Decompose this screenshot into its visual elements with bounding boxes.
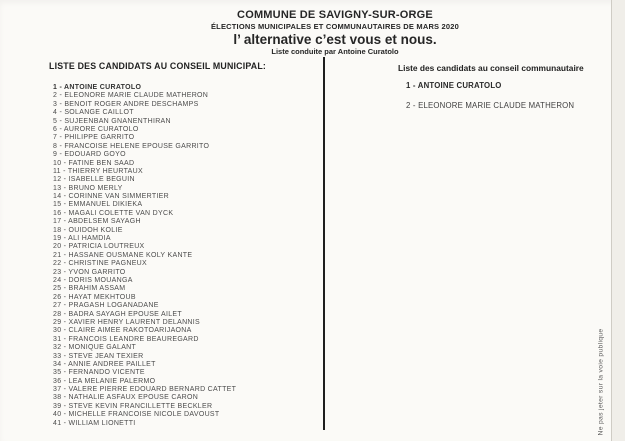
candidate-row: 1 - ANTOINE CURATOLO (53, 84, 142, 91)
candidate-row: 10 - FATINE BEN SAAD (53, 159, 135, 167)
candidate-row: 16 - MAGALI COLETTE VAN DYCK (53, 209, 174, 217)
candidate-row: 20 - PATRICIA LOUTREUX (53, 243, 145, 251)
candidate-row: 11 - THIERRY HEURTAUX (53, 167, 143, 175)
scan-page-edge (611, 0, 625, 441)
candidate-row: 40 - MICHELLE FRANCOISE NICOLE DAVOUST (53, 411, 220, 419)
communautaire-candidate-list (398, 76, 608, 116)
candidate-row: 34 - ANNIE ANDREE PAILLET (53, 360, 156, 368)
candidate-row: 9 - EDOUARD GOYO (53, 151, 126, 159)
document-header (40, 9, 625, 56)
candidate-row: 3 - BENOIT ROGER ANDRE DESCHAMPS (53, 100, 199, 108)
list-leader-line: Liste conduite par Antoine Curatolo (271, 47, 399, 56)
candidate-row: 2 - ELEONORE MARIE CLAUDE MATHERON (406, 101, 575, 110)
candidate-row: 23 - YVON GARRITO (53, 268, 126, 276)
candidate-row: 32 - MONIQUE GALANT (53, 344, 137, 352)
candidate-row: 18 - OUIDOH KOLIE (53, 226, 123, 234)
candidate-row: 12 - ISABELLE BEGUIN (53, 176, 135, 184)
candidate-row: 17 - ABDELSEM SAYAGH (53, 218, 141, 226)
candidate-row: 4 - SOLANGE CAILLOT (53, 109, 134, 117)
candidate-row: 5 - SUJEENBAN GNANENTHIRAN (53, 117, 171, 125)
candidate-row: 29 - XAVIER HENRY LAURENT DELANNIS (53, 318, 201, 326)
candidate-row: 7 - PHILIPPE GARRITO (53, 134, 135, 142)
candidate-row: 15 - EMMANUEL DIKIEKA (53, 201, 143, 209)
candidate-row: 39 - STEVE KEVIN FRANCILLETTE BECKLER (53, 402, 213, 410)
candidate-row: 30 - CLAIRE AIMEE RAKOTOARIJAONA (53, 327, 192, 335)
candidate-row: 31 - FRANCOIS LEANDRE BEAUREGARD (53, 335, 199, 343)
candidate-row: 25 - BRAHIM ASSAM (53, 285, 126, 293)
column-divider (323, 57, 325, 430)
candidate-row: 22 - CHRISTINE PAGNEUX (53, 260, 147, 268)
legal-notice-vertical: Ne pas jeter sur la voie publique (597, 328, 605, 436)
candidate-row: 24 - DORIS MOUANGA (53, 276, 133, 284)
candidate-row: 37 - VALERE PIERRE EDOUARD BERNARD CATTET (53, 386, 237, 394)
candidate-row: 6 - AURORE CURATOLO (53, 125, 139, 133)
municipal-candidate-list (49, 84, 321, 428)
candidate-row: 2 - ELEONORE MARIE CLAUDE MATHERON (53, 92, 209, 100)
municipal-column (49, 61, 321, 428)
candidate-row: 13 - BRUNO MERLY (53, 184, 123, 192)
candidate-row: 38 - NATHALIE ASFAUX EPOUSE CARON (53, 394, 199, 402)
communautaire-column (398, 63, 608, 116)
list-slogan: l’ alternative c’est vous et nous. (233, 32, 437, 47)
candidate-row: 1 - ANTOINE CURATOLO (406, 81, 502, 90)
candidate-row: 8 - FRANCOISE HELENE EPOUSE GARRITO (53, 142, 210, 150)
candidate-row: 36 - LEA MELANIE PALERMO (53, 377, 156, 385)
candidate-row: 19 - ALI HAMDIA (53, 235, 111, 243)
candidate-row: 27 - PRAGASH LOGANADANE (53, 302, 159, 310)
election-subtitle: ÉLECTIONS MUNICIPALES ET COMMUNAUTAIRES DE MARS 2020 (210, 22, 460, 31)
candidate-row: 28 - BADRA SAYAGH EPOUSE AILET (53, 310, 182, 318)
candidate-row: 14 - CORINNE VAN SIMMERTIER (53, 193, 169, 201)
candidate-row: 35 - FERNANDO VICENTE (53, 369, 145, 377)
candidate-row: 41 - WILLIAM LIONETTI (53, 419, 136, 427)
candidate-row: 21 - HASSANE OUSMANE KOLY KANTE (53, 251, 193, 259)
candidate-row: 33 - STEVE JEAN TEXIER (53, 352, 144, 360)
municipal-list-title: LISTE DES CANDIDATS AU CONSEIL MUNICIPAL: (49, 61, 267, 71)
commune-title: COMMUNE DE SAVIGNY-SUR-ORGE (237, 9, 433, 21)
communautaire-list-title: Liste des candidats au conseil communautaire (398, 63, 584, 73)
candidate-row: 26 - HAYAT MEKHTOUB (53, 293, 136, 301)
